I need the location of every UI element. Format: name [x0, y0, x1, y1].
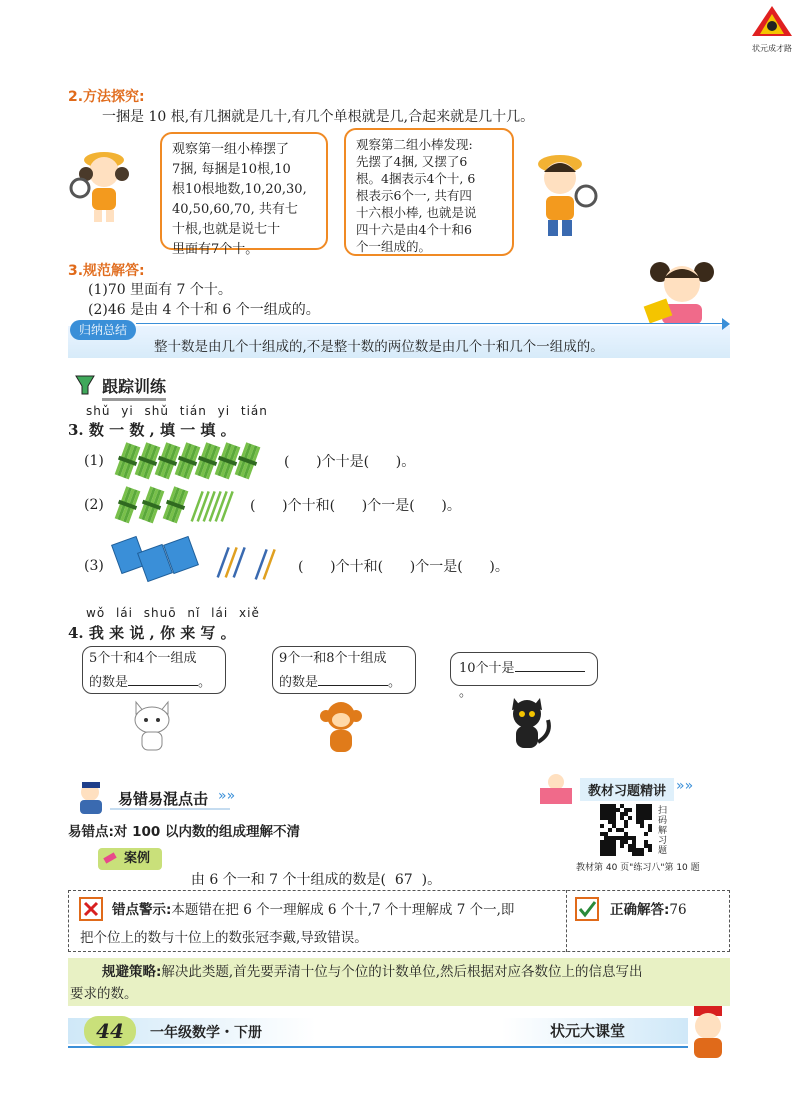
mistake-point-text: 对 100 以内数的组成理解不清 — [113, 824, 300, 840]
warning-label: 错点警示: — [112, 902, 172, 918]
correct-value: 76 — [669, 902, 687, 918]
q3-item-2-number: (2) — [84, 497, 104, 513]
scan-label: 扫码解习题 — [658, 806, 668, 856]
bubble1-line: 根10根地数,10,20,30, — [172, 182, 307, 197]
single-stick — [209, 491, 222, 522]
teacher-illustration — [72, 780, 112, 816]
logo-text: 状元成才路 — [752, 44, 792, 53]
case-text — [182, 850, 441, 890]
strategy-line-1 — [102, 962, 643, 982]
warning-divider — [566, 890, 567, 952]
answer-blank[interactable] — [318, 672, 388, 686]
bubble2-line: 十六根小棒, 也就是说 — [356, 205, 477, 220]
bubble1-line: 里面有7个十。 — [172, 242, 259, 257]
q3-item-3-text: ( )个十和( )个一是( )。 — [298, 559, 509, 575]
girl-illustration — [68, 146, 138, 226]
mistake-point — [68, 822, 300, 842]
mascot-illustration — [680, 1004, 736, 1060]
textbook-ref: 教材第 40 页"练习八"第 10 题 — [576, 863, 700, 873]
case-answer: 67 — [394, 872, 413, 888]
q3-pinyin: shǔ yi shǔ tián yi tián — [86, 404, 268, 418]
summary-line — [136, 323, 722, 324]
q4-bubble-1 — [82, 646, 226, 694]
bubble1-line: 十根,也就是说七十 — [172, 222, 281, 237]
logo-icon — [748, 4, 796, 38]
q4-bubble-2-line1: 9个一和8个十组成 — [279, 651, 387, 666]
summary-arrow-icon — [722, 318, 730, 330]
method-intro: 一捆是 10 根,有几捆就是几十,有几个单根就是几,合起来就是几十几。 — [102, 109, 535, 125]
bubble2-line: 根表示6个一, 共有四 — [356, 188, 472, 203]
case-tag-label: 案例 — [124, 851, 151, 866]
page-number: 44 — [84, 1016, 136, 1046]
monkey-illustration — [318, 698, 364, 756]
q4-pinyin: wǒ lái shuō nǐ lái xiě — [86, 606, 260, 620]
footer-line — [68, 1046, 688, 1048]
warning-text-1: 本题错在把 6 个一理解成 6 个十,7 个十理解成 7 个一,即 — [171, 902, 515, 918]
answer-blank[interactable] — [128, 672, 198, 686]
single-stick — [215, 491, 228, 522]
practice-title: 跟踪训练 — [102, 374, 166, 401]
q3-item-1-number: (1) — [84, 453, 104, 469]
boy-illustration — [528, 150, 598, 242]
q3-item-1-text: ( )个十是( )。 — [284, 454, 416, 470]
footer-brand: 状元大课堂 — [550, 1022, 626, 1040]
bubble1-line: 观察第一组小棒摆了 — [172, 142, 290, 157]
black-cat-illustration — [504, 694, 554, 756]
summary-text: 整十数是由几个十组成的,不是整十数的两位数是由几个十和几个一组成的。 — [154, 339, 604, 355]
q3-item-2-text: ( )个十和( )个一是( )。 — [250, 498, 461, 514]
summary-tag: 归纳总结 — [70, 320, 136, 340]
q4-bubble-2 — [272, 646, 416, 694]
bubble2-line: 根。4捆表示4个十, 6 — [356, 171, 476, 186]
q4-bubble-2-prompt: 的数是 — [279, 675, 319, 690]
bundles-row-2 — [114, 484, 244, 528]
q4-bubble-3: 10个十是。 — [450, 652, 598, 686]
q4-bubble-3-prompt: 10个十是 — [459, 661, 515, 676]
case-end: )。 — [421, 872, 442, 888]
strategy-text-1: 解决此类题,首先要弄清十位与个位的计数单位,然后根据对应各数位上的信息写出 — [161, 964, 643, 980]
mistake-title: 易错易混点击 — [118, 790, 209, 808]
observation-bubble-1 — [160, 132, 328, 257]
answer-blank[interactable] — [515, 658, 585, 672]
q3-title: 3. 数 一 数 , 填 一 填 。 — [68, 421, 236, 439]
bubble2-line: 先摆了4捆, 又摆了6 — [356, 154, 468, 169]
strategy-label: 规避策略: — [102, 964, 162, 980]
stick-bundle — [163, 486, 189, 523]
stick-bundle — [139, 486, 165, 523]
bubble2-line: 四十六是由4个十和6 — [356, 222, 472, 237]
case-question: 由 6 个一和 7 个十组成的数是( — [190, 872, 386, 888]
answer-line-2: (2)46 是由 4 个十和 6 个一组成的。 — [88, 302, 320, 318]
brand-logo — [748, 4, 796, 53]
strategy-text-2: 要求的数。 — [70, 986, 138, 1002]
bubble1-line: 40,50,60,70, 共有七 — [172, 202, 298, 217]
q3-item-3-number: (3) — [84, 558, 104, 574]
warning-line-1 — [112, 900, 514, 920]
reader-illustration — [536, 772, 576, 806]
textbook-chevrons: »» — [676, 778, 694, 794]
stick-bundle — [115, 486, 141, 523]
case-tag — [98, 848, 162, 870]
q4-title: 4. 我 来 说 , 你 来 写 。 — [68, 624, 236, 642]
book-name: 一年级数学・下册 — [150, 1025, 262, 1041]
textbook-label: 教材习题精讲 — [580, 778, 674, 801]
practice-title-box — [72, 374, 202, 398]
single-stick — [197, 491, 210, 522]
q4-bubble-2-line2: 的数是 。 — [279, 671, 409, 695]
correct-answer — [610, 900, 687, 920]
single-stick — [191, 491, 204, 522]
mistake-point-label: 易错点: — [68, 824, 114, 840]
bundles-row-1 — [114, 440, 264, 484]
pencil-icon — [102, 851, 120, 867]
bundles-row-3 — [110, 534, 286, 592]
observation-bubble-2 — [344, 128, 514, 256]
mistake-title-underline — [110, 808, 230, 810]
q4-bubble-1-line1: 5个十和4个一组成 — [89, 651, 197, 666]
answer-heading: 3.规范解答: — [68, 263, 145, 279]
practice-badge-icon — [72, 372, 98, 398]
q4-bubble-1-line2: 的数是 。 — [89, 671, 219, 695]
answer-line-1: (1)70 里面有 7 个十。 — [88, 282, 232, 298]
bubble1-line: 7捆, 每捆是10根,10 — [172, 162, 291, 177]
wrong-mark-icon — [78, 896, 108, 924]
warning-text-2: 把个位上的数与十位上的数张冠李戴,导致错误。 — [80, 930, 368, 946]
correct-mark-icon — [574, 896, 604, 924]
bubble2-line: 观察第二组小棒发现: — [356, 137, 473, 152]
bubble2-line: 个一组成的。 — [356, 239, 432, 254]
method-heading: 2.方法探究: — [68, 89, 145, 105]
single-stick — [221, 491, 234, 522]
reading-girl-illustration — [640, 252, 724, 326]
q4-bubble-1-prompt: 的数是 — [89, 675, 129, 690]
mistake-title-chevrons: »» — [218, 788, 236, 804]
qr-code-icon[interactable] — [600, 804, 652, 856]
cat-illustration — [130, 698, 174, 754]
correct-label: 正确解答: — [610, 902, 670, 918]
single-stick — [203, 491, 216, 522]
